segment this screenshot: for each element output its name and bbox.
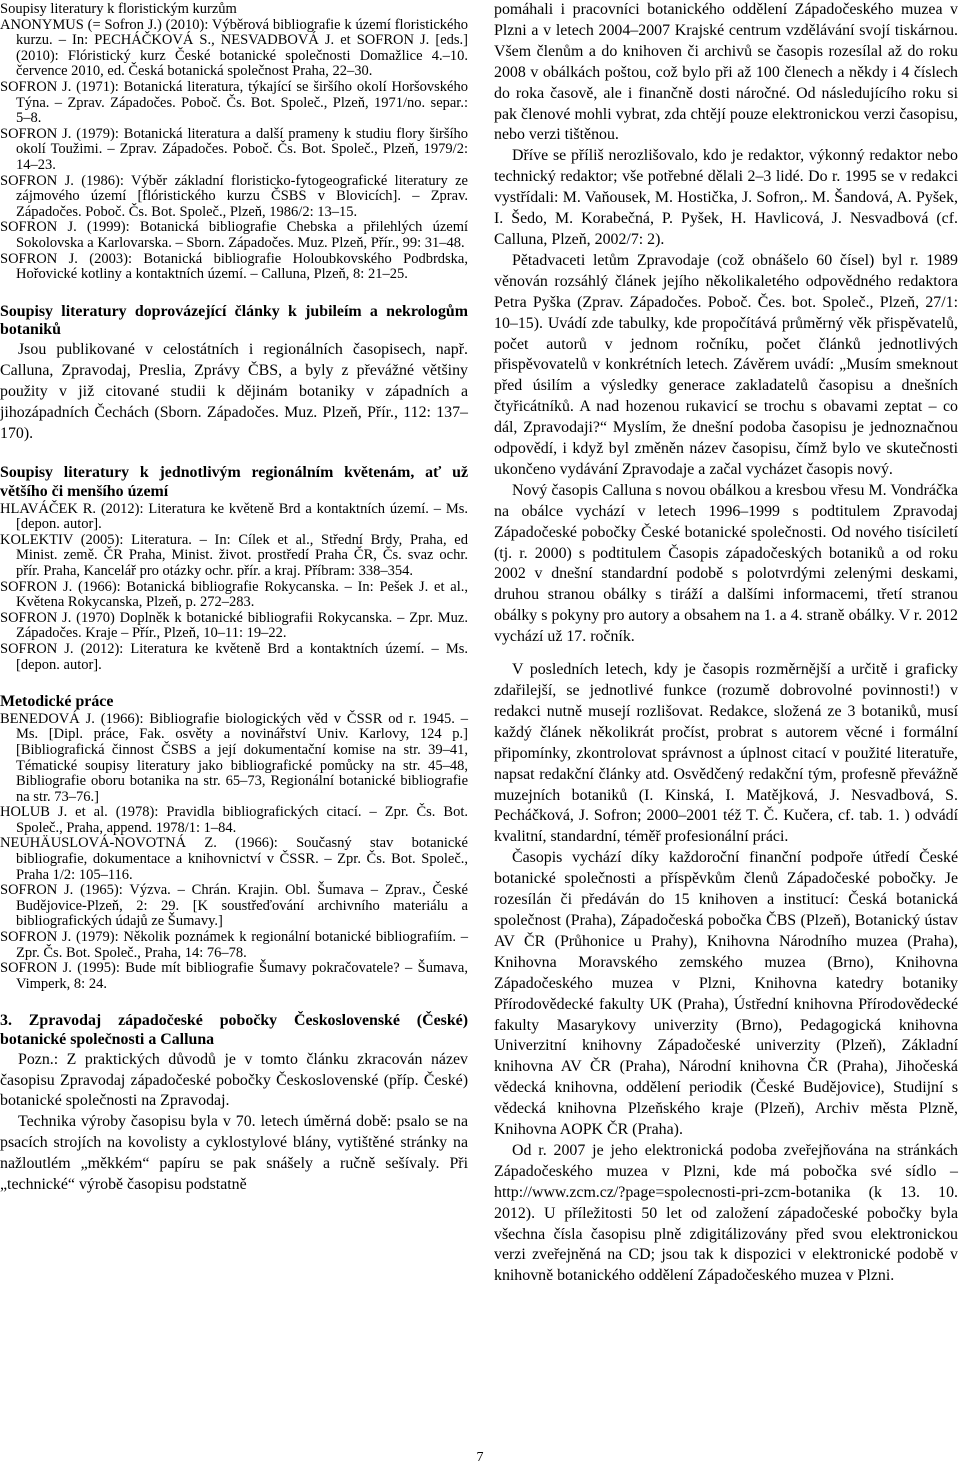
paragraph: pomáhali i pracovníci botanického oddělení Západočeského muzea v Plzni a v letech 2004–2007 Krajské centrum vzdělávání svojí tiskárnou. Všem členům a do knihoven či archivů se časopis rozesílal až do roku 2008 v obálkách poštou, což bylo při až 100 členech a někdy i 4 číslech do roka časově, ale i finančně dosti náročné. Od následujícího roku si pak členové mohli vybrat, zda chtějí pouze elektronickou verzi časopisu, nebo verzi tištěnou.	[494, 1, 958, 144]
spacer	[0, 992, 468, 1012]
spacer	[0, 283, 468, 303]
section-heading: Soupisy literatury k jednotlivým regionálním květenám, ať už většího či menšího území	[0, 464, 468, 500]
reference: BENEDOVÁ J. (1966): Bibliografie biologických věd v ČSSR od r. 1945. – Ms. [Dipl. práce, Fak. osvěty a novinářství Univ. Karlovy, 124 p.] [Bibliografická činnost ČSBS a její dokumentační komise na str. 39–41, Tématické soupisy literatury jako bibliografické pomůcky na str. 45–48, Bibliografie oboru botanika na str. 65–73, Regionální botanické bibliografie na str. 73–76.]	[0, 710, 468, 805]
reference: HOLUB J. et al. (1978): Pravidla bibliografických citací. – Zpr. Čs. Bot. Společ., Praha, append. 1978/1: 1–84.	[0, 804, 468, 836]
paragraph: Dříve se příliš nerozlišovalo, kdo je redaktor, výkonný redaktor nebo technický redaktor; vše potřebné dělali 2–3 lidé. Do r. 1995 se v redakci vystřídali: M. Vaňousek, M. Hostička, J. Sofron,. M. Šandová, A. Pyšek, I. Šedo, M. Korabečná, P. Pyšek, H. Havlicová, J. Nesvadbová (cf. Calluna, Plzeň, 2002/7: 2).	[494, 147, 958, 248]
reference: SOFRON J. (2012): Literatura ke květeně Brd a kontaktních území. – Ms. [depon. autor].	[0, 640, 468, 673]
paragraph: Technika výroby časopisu byla v 70. letech úměrná době: psalo se na psacích strojích na kovolisty a cyklostylové blány, vytištěné stránky na nažloutlém „měkkém“ papíru se pak snášely a ručně sešívaly. Při „technické“ výrobě časopisu podstatně	[0, 1113, 468, 1194]
reference: NEUHÄUSLOVÁ-NOVOTNÁ Z. (1966): Současný stav botanické bibliografie, dokumentace a knihovnictví v ČSSR. – Zpr. Čs. Bot. Společ., Praha 1/2: 105–116.	[0, 835, 468, 883]
paragraph: Pětadvaceti letům Zpravodaje (což obnášelo 60 čísel) byl r. 1989 věnován rozsáhlý článek jejího několikaletého odpovědného redaktora Petra Pyška (Zprav. Západočes. Poboč. Čes. bot. Společ., Plzeň, 27/1: 10–15). Uvádí zde tabulky, kde propočítává průměrný věk přispěvatelů, počet autorů v jednom ročníku, počet článků jednotlivých přispěvovatelů v konkrétních letech. Závěrem uvádí: „Musím smeknout před úsilím a výsledky generace zakladatelů časopisu a dnešních čtyřicátníků. A nad hozenou rukavicí se trochu s obavami zeptat – co dál, Zpravodaji?“ Myslím, že dnešní podoba časopisu je jednoznačnou odpovědí, i když byl změněn název časopisu, čímž bylo ve skutečnosti ukončeno vydávání Zpravodaje a začal vycházet časopis nový.	[494, 251, 958, 478]
reference: SOFRON J. (1970) Doplněk k botanické bibliografii Rokycanska. – Zpr. Muz. Západočes. Kraje – Přír., Plzeň, 10–11: 19–22.	[0, 609, 468, 642]
reference: SOFRON J. (1995): Bude mít bibliografie Šumavy pokračovatele? – Šumava, Vimperk, 8: 24.	[0, 960, 468, 992]
method-refs	[0, 712, 468, 993]
reference: SOFRON J. (1979): Několik poznámek k regionální botanické bibliografiím. – Zpr. Čs. Bot. Společ., Praha, 14: 76–78.	[0, 929, 468, 961]
section-heading: Soupisy literatury doprovázející články k jubileím a nekrologům botaniků	[0, 302, 468, 339]
reference: SOFRON J. (2003): Botanická bibliografie Holoubkovského Podbrdska, Hořovické kotliny a kontaktních území. – Calluna, Plzeň, 8: 21–25.	[0, 250, 468, 283]
right-column-body	[494, 0, 958, 1287]
reference: KOLEKTIV (2005): Literatura. – In: Cílek et al., Střední Brdy, Praha, ed Minist. země. ČR Praha, Minist. život. prostředí Praha ČR, Čs. svaz ochr. přír. Praha, Kancelář pro otázky ochr. přír. a kraj. Příbram: 338–354.	[0, 531, 468, 579]
spacer	[0, 673, 468, 693]
paragraph: Časopis vychází díky každoroční finanční podpoře útředí České botanické společnosti a příspěvkům členů Západočeské pobočky. Je rozesílán či předáván do 15 knihoven a institucí: Česká botanická společnost (Praha), Západočeská pobočka ČBS (Plzeň), Botanický ústav AV ČR (Průhonice u Prahy), Knihovna Národního muzea (Praha), Knihovna Moravského zemského muzea (Brno), Knihovna Západočeského muzea v Plzni, Knihovna katedry botaniky Přírodovědecké fakulty UK (Praha), Ústřední knihovna Přírodovědecké fakulty Masarykovy univerzity (Brno), Pedagogická knihovna Univerzitní knihovny Západočeské univerzity (Plzeň), Základní knihovna AV ČR (Praha), Národní knihovna ČR (Praha), Jihočeská vědecká knihovna, oddělení periodik (České Budějovice), Studijní s vědecká knihovna Plzeňského kraje (Plzeň), Archiv města Plzně, Knihovna AOPK ČR (Praha).	[494, 849, 958, 1139]
regional-refs	[0, 502, 468, 674]
reference: SOFRON J. (1986): Výběr základní floristicko-fytogeografické literatury ze zájmového území [flóristického kurzu ČSBS v Blovicích]. – Zprav. Západočes. Poboč. Čs. Bot. Společ., Plzeň, 1986/2: 13–15.	[0, 172, 468, 220]
reference: ANONYMUS (= Sofron J.) (2010): Výběrová bibliografie k území floristického kurzu. – In: PECHÁČKOVÁ S., NESVADBOVÁ J. et SOFRON J. [eds.] (2010): Flóristický kurz České botanické společnosti Domažlice 4.–10. července 2010, ed. Česká botanická společnost Praha, 22–30.	[0, 16, 468, 80]
right-column	[494, 0, 958, 1287]
reference: SOFRON J. (1965): Výzva. – Chrán. Krajin. Obl. Šumava – Zprav., České Budějovice-Plzeň, 2: 29. [K soustřeďování archivního materiálu a bibliografických údajů ze Šumavy.]	[0, 882, 468, 930]
paragraph: Pozn.: Z praktických důvodů je v tomto článku zkracován název časopisu Zpravodaj západočeské pobočky Československé (příp. České) botanické společnosti na Zpravodaj.	[0, 1050, 468, 1110]
reference: Soupisy literatury k floristickým kurzům	[0, 1, 237, 17]
zpravodaj-intro	[0, 1050, 468, 1196]
paragraph: Nový časopis Calluna s novou obálkou a kresbou vřesu M. Vondráčka na obálce vychází v letech 1996–1999 s podtitulem Zpravodaj Západočeské pobočky České botanické společnosti. Od nového tisíciletí (tj. r. 2000) s podtitulem Časopis západočeských botaniků a od roku 2002 v dnešní standardní podobě s polotvrdými zelenými deskami, druhou stranou obálky s tiráží a dalšími informacemi, třetí stranou obálky s pokyny pro autory a obsahem na 1. a 4. straně obálky. V r. 2012 vychází už 17. ročník.	[494, 481, 958, 646]
floristic-course-refs	[0, 0, 468, 283]
spacer	[494, 648, 958, 660]
reference: SOFRON J. (1979): Botanická literatura a další prameny k studiu flory širšího okolí Toužimi. – Zprav. Západočes. Poboč. Čs. Bot. Společ., Plzeň, 1979/2: 14–23.	[0, 125, 468, 173]
reference: HLAVÁČEK R. (2012): Literatura ke květeně Brd a kontaktních území. – Ms. [depon. autor].	[0, 500, 468, 533]
reference: SOFRON J. (1966): Botanická bibliografie Rokycanska. – In: Pešek J. et al., Květena Rokycanska, Plzeň, p. 272–283.	[0, 578, 468, 611]
spacer	[0, 444, 468, 464]
paragraph: Od r. 2007 je jeho elektronická podoba zveřejňována na stránkách Západočeského muzea v Plzni, kde má pobočka své sídlo – http://www.zcm.cz/?page=spolecnosti-pri-zcm-botanika (k 13. 10. 2012). U příležitosti 50 let od založení západočeské pobočky byla všechna čísla časopisu plně zdigitálizovány před svou elektronickou verzi zveřejněná na CD; jsou tak k dispozici v elektronické podobě v knihovně botanického oddělení Západočeského muzea v Plzni.	[494, 1141, 958, 1285]
page-number: 7	[476, 1450, 484, 1465]
left-column	[0, 0, 468, 1196]
section-heading: Metodické práce	[0, 693, 114, 711]
paragraph: V posledních letech, kdy je časopis rozměrnější a určitě i graficky zdařilejší, se jednotlivé funkce (rozumě dobrovolné povinnosti!) v redakci nutně musejí rozlišovat. Redakce, složená ze 3 botaniků, musí každý článek několikrát pročíst, probrat s autorem věcné i formální připomínky, zkontrolovat správnost a úplnost citací v použité literatuře, napsat redakční články atd. Osvědčený redakční tým, profesně převážně muzejních botaniků (I. Kinská, I. Matějková, J. Nesvadbová, S. Pecháčková, J. Sofron; 2000–2001 též T. Č. Kučera, cf. tab. 1. ) odvádí kvalitní, standardní, téměř profesionální práci.	[494, 661, 958, 846]
section-heading: 3. Zpravodaj západočeské pobočky Československé (České) botanické společnosti a Calluna	[0, 1012, 468, 1048]
reference: SOFRON J. (1971): Botanická literatura, týkající se širšího okolí Horšovského Týna. – Zprav. Západočes. Poboč. Čs. Bot. Společ., Plzeň, 1971/no. separ.: 5–8.	[0, 78, 468, 127]
section-body: Jsou publikované v celostátních i regionálních časopisech, např. Calluna, Zpravodaj, Preslia, Zprávy ČBS, a byly z převážné většiny použity v již citované studii k dějinám botaniky v západních a jihozápadních Čechách (Sborn. Západočes. Muz. Plzeň, Přír., 112: 137–170).	[0, 340, 468, 442]
reference: SOFRON J. (1999): Botanická bibliografie Chebska a přilehlých území Sokolovska a Karlovarska. – Sborn. Západočes. Muz. Plzeň, Přír., 99: 31–48.	[0, 219, 468, 251]
